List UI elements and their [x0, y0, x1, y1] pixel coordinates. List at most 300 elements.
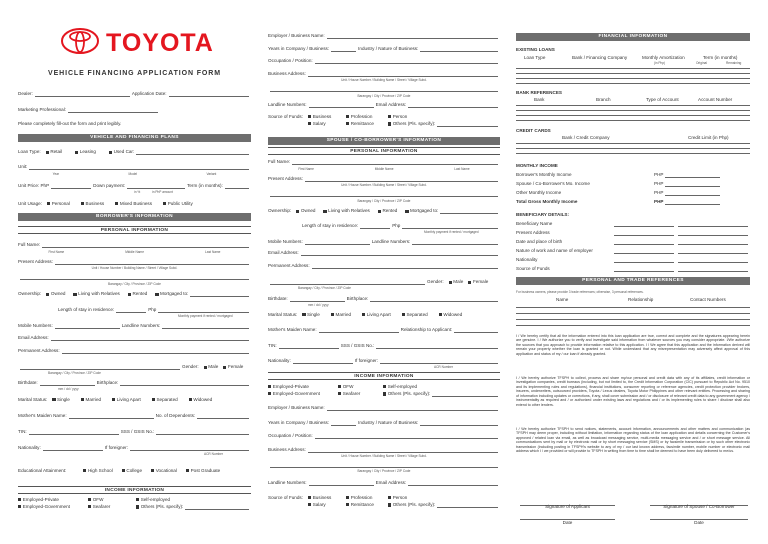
cc-table[interactable] — [516, 139, 750, 154]
sp-address-line-2[interactable] — [270, 191, 498, 197]
checkbox[interactable] — [109, 151, 112, 154]
sp-funds-label: Source of Funds: — [268, 495, 303, 500]
permanent-address-label: Permanent Address: — [18, 348, 60, 354]
sp-business-address-field[interactable] — [308, 447, 498, 453]
checkbox[interactable] — [128, 293, 131, 296]
sp-php-label: Php — [392, 223, 401, 229]
monthly-payment-field[interactable] — [158, 307, 249, 313]
income-field[interactable] — [665, 172, 720, 178]
option-label: Seafarer — [342, 391, 361, 396]
full-name-label: Full Name: — [18, 242, 41, 248]
checkbox[interactable] — [268, 392, 271, 395]
checkbox[interactable] — [186, 469, 189, 472]
checkbox[interactable] — [405, 210, 408, 213]
option-label: Public Utility — [167, 201, 193, 206]
sp-position-field[interactable] — [315, 433, 498, 439]
sub-label: Last Name — [205, 249, 221, 254]
unit-field[interactable] — [29, 164, 249, 170]
php-label: PHP — [654, 190, 664, 196]
term-label: Term (in months): — [187, 183, 223, 189]
income-field[interactable] — [665, 181, 720, 187]
sp-mother-label: Mother's Maiden Name: — [268, 327, 317, 333]
unit-price-field[interactable] — [51, 183, 91, 189]
checkbox[interactable] — [136, 505, 139, 508]
credit-cards-title: CREDIT CARDS — [516, 128, 551, 133]
checkbox[interactable] — [136, 498, 139, 501]
option-label: Salary — [312, 502, 326, 507]
column-spouse — [268, 0, 500, 544]
option-label: Profession — [350, 114, 373, 119]
loan-type-label: Loan Type: — [18, 149, 41, 155]
option-label: Profession — [350, 495, 373, 500]
income-row-label: Total Gross Monthly Income — [516, 199, 578, 205]
checkbox[interactable] — [18, 498, 21, 501]
acr-field[interactable] — [130, 445, 249, 451]
landline-field[interactable] — [162, 323, 249, 329]
biz-email-field[interactable] — [408, 102, 498, 108]
checkbox[interactable] — [88, 505, 91, 508]
column-borrower — [18, 0, 251, 544]
mortgaged-to-field[interactable] — [190, 291, 249, 297]
option-label: Mortgaged to: — [160, 291, 189, 297]
beneficiary-field[interactable] — [678, 230, 748, 236]
sp-birthdate-field[interactable] — [290, 296, 345, 302]
checkbox[interactable] — [46, 151, 49, 154]
checkbox[interactable] — [46, 293, 49, 296]
checkbox[interactable] — [439, 313, 442, 316]
option-label: Business — [85, 201, 105, 206]
birthplace-label: Birthplace: — [96, 380, 119, 386]
beneficiary-row-label: Nature of work and name of employer — [516, 248, 593, 254]
col-subheader: (in Php) — [654, 61, 666, 65]
beneficiary-row-label: Present Address — [516, 230, 550, 236]
sub-label: First Name — [298, 166, 314, 171]
down-sub-pct: in % — [134, 190, 141, 194]
checkbox[interactable] — [308, 115, 311, 118]
checkbox[interactable] — [338, 392, 341, 395]
checkbox[interactable] — [73, 293, 76, 296]
sub-label: Monthly payment if rented / mortgaged — [424, 230, 479, 234]
app-date-field[interactable] — [169, 91, 249, 97]
beneficiary-row-label: Beneficiary Name — [516, 221, 553, 227]
option-label: OFW — [342, 384, 354, 389]
option-label: Others (Pls. specify): — [392, 502, 436, 508]
nationality-label: Nationality: — [18, 445, 41, 451]
checkbox[interactable] — [346, 122, 349, 125]
col-header: Type of Account — [646, 97, 679, 102]
checkbox[interactable] — [155, 293, 158, 296]
beneficiary-field[interactable] — [678, 248, 748, 254]
checkbox[interactable] — [152, 398, 155, 401]
option-label: Living Apart — [116, 397, 141, 402]
sub-label: Barangay / City / Province / ZIP Code — [357, 199, 411, 203]
col-header: Term (in months) — [703, 55, 738, 60]
checkbox[interactable] — [388, 122, 391, 125]
beneficiary-row-label: Date and place of birth — [516, 239, 563, 245]
sp-full-name-field[interactable] — [292, 159, 498, 165]
sp-email-field[interactable] — [301, 250, 498, 256]
applicant-signature-label: Signature of Applicant — [545, 504, 590, 509]
option-label: Person — [392, 495, 408, 500]
business-address-label: Business Address: — [268, 71, 306, 77]
option-label: Self-employed — [140, 497, 171, 502]
option-label: Post Graduate — [190, 468, 221, 473]
checkbox[interactable] — [83, 469, 86, 472]
position-field[interactable] — [315, 58, 498, 64]
beneficiary-row-label: Source of Funds — [516, 266, 550, 272]
sp-years-field[interactable] — [331, 420, 356, 426]
bank-table[interactable] — [516, 101, 750, 121]
sp-permanent-field[interactable] — [312, 263, 498, 269]
sp-monthly-payment-field[interactable] — [402, 223, 498, 229]
checkbox[interactable] — [468, 281, 471, 284]
option-label: Living Apart — [366, 312, 391, 317]
sp-birthdate-label: Birthdate: — [268, 296, 288, 302]
full-name-field[interactable] — [42, 242, 249, 248]
sp-employer-field[interactable] — [327, 405, 498, 411]
sp-industry-label: Industry / Nature of Business: — [358, 420, 419, 426]
funds-label: Source of Funds: — [268, 114, 303, 119]
dealer-field[interactable] — [35, 91, 130, 97]
beneficiary-field[interactable] — [614, 221, 674, 227]
option-label: Female — [227, 364, 244, 370]
checkbox[interactable] — [52, 398, 55, 401]
option-label: Employed-Private — [272, 384, 309, 389]
sub-label: Barangay / City / Province / ZIP Code — [298, 286, 351, 290]
permanent-address-field[interactable] — [62, 348, 249, 354]
sp-foreigner-label: If foreigner: — [354, 358, 378, 364]
col-header: Monthly Amortization — [642, 55, 685, 60]
foreigner-label: If foreigner: — [104, 445, 128, 451]
checkbox[interactable] — [383, 392, 386, 395]
option-label: Living with Relatives — [328, 208, 370, 214]
col-header: Bank — [534, 97, 545, 102]
checkbox[interactable] — [47, 202, 50, 205]
sp-birthplace-field[interactable] — [370, 296, 498, 302]
checkbox[interactable] — [81, 202, 84, 205]
applicant-date-label: Date — [562, 520, 573, 525]
checkbox[interactable] — [346, 503, 349, 506]
birthplace-field[interactable] — [120, 380, 249, 386]
beneficiary-field[interactable] — [678, 239, 748, 245]
checkbox[interactable] — [308, 122, 311, 125]
sub-label: Unit / House Number / Building Name / Street / Village Subd. — [341, 183, 427, 187]
option-label: Separated — [406, 312, 428, 317]
checkbox[interactable] — [323, 210, 326, 213]
option-label: Male — [453, 279, 464, 285]
address-line-2[interactable] — [20, 274, 249, 280]
references-table[interactable] — [516, 302, 750, 326]
business-address-field[interactable] — [308, 71, 498, 77]
option-label: Widowed — [193, 397, 213, 402]
checkbox[interactable] — [331, 313, 334, 316]
checkbox[interactable] — [383, 385, 386, 388]
sub-label: Unit / House Number / Building Name / Street / Village Subd. — [341, 78, 427, 82]
sp-gender-label: Gender: — [427, 279, 444, 285]
option-label: Rented — [382, 208, 398, 214]
checkbox[interactable] — [112, 398, 115, 401]
beneficiary-field[interactable] — [678, 266, 748, 272]
sub-label: Year — [52, 171, 60, 176]
sp-funds-others-field[interactable] — [437, 502, 498, 508]
downpayment-label: Down payment: — [93, 183, 126, 189]
sub-label: ACR Number — [204, 452, 223, 456]
tin-field[interactable] — [29, 429, 119, 435]
sp-mobile-label: Mobile Numbers: — [268, 239, 303, 245]
sub-label: ACR Number — [434, 365, 453, 369]
sub-label: First Name — [48, 249, 65, 254]
beneficiary-field[interactable] — [678, 257, 748, 263]
sp-full-name-label: Full Name: — [268, 159, 291, 165]
col-header: Relationship — [628, 297, 654, 302]
years-field[interactable] — [331, 46, 356, 52]
sp-business-address-label: Business Address: — [268, 447, 306, 453]
checkbox[interactable] — [346, 496, 349, 499]
checkbox[interactable] — [81, 398, 84, 401]
communication-text: I / We hereby authorize TFSPH to send notices, statements, account information, announcements and other matters and communication (as TFSPH may deem proper, including without limitation, information regarding status of the loan application and details concerning the Customer's approved / related loan via email, as well as broadcast messaging service, multi-media messaging service and / or short message service. All communications sent by mail or by electronic mail or by short messaging service (SMS) or by facsimile transmission or by such other electronic transmission (including posting in TFSPH's website to any of my / our last known address, facsimile number, mobile number or electronic mail address which I / we provided or will provide to TFSPH in writing from time to time shall be deemed to have been duly delivered to me/us. — [516, 427, 750, 454]
downpayment-field[interactable] — [127, 183, 185, 189]
birthdate-field[interactable] — [40, 380, 95, 386]
col-header: Bank / Financing Company — [572, 55, 628, 60]
email-label: Email Address: — [18, 335, 49, 341]
sp-landline-field[interactable] — [412, 239, 498, 245]
option-label: Owned — [50, 291, 66, 297]
checkbox[interactable] — [18, 505, 21, 508]
business-address-line-2[interactable] — [270, 86, 498, 92]
checkbox[interactable] — [346, 115, 349, 118]
biz-email-label: Email Address: — [375, 102, 407, 108]
funds-others-field[interactable] — [437, 121, 498, 127]
sp-length-label: Length of stay in residence: — [302, 223, 359, 229]
biz-landline-label: Landline Numbers: — [268, 102, 307, 108]
sp-biz-email-field[interactable] — [408, 480, 498, 486]
position-label: Occupation / Position: — [268, 58, 313, 64]
nationality-field[interactable] — [43, 445, 103, 451]
income-field[interactable] — [665, 190, 720, 196]
sub-label: Unit / House Number / Building Name / Street / Village Subd. — [91, 266, 178, 270]
loan-table[interactable] — [516, 64, 750, 84]
sub-label: Barangay / City / Province / ZIP Code — [357, 469, 411, 473]
sp-permanent-label: Permanent Address: — [268, 263, 310, 269]
income-row-label: Borrower's Monthly Income — [516, 172, 572, 178]
used-car-field[interactable] — [136, 149, 249, 155]
income-row-label: Other Monthly Income — [516, 190, 562, 196]
checkbox[interactable] — [308, 503, 311, 506]
checkbox[interactable] — [223, 366, 226, 369]
option-label: Owned — [300, 208, 316, 214]
option-label: Personal — [51, 201, 70, 206]
personal-info-header: PERSONAL INFORMATION — [18, 226, 251, 234]
form-title: VEHICLE FINANCING APPLICATION FORM — [48, 70, 221, 77]
industry-field[interactable] — [420, 46, 498, 52]
option-label: Mixed Business — [119, 201, 153, 206]
checkbox[interactable] — [204, 366, 207, 369]
php-label: PHP — [654, 199, 664, 205]
sub-label: Barangay / City / Province / ZIP Code — [108, 282, 161, 286]
option-label: Others (Pls. specify): — [392, 121, 436, 127]
sp-sss-label: SSS / GSIS No.: — [340, 343, 375, 349]
sub-label: Unit / House Number / Building Name / Street / Village Subd. — [341, 454, 427, 458]
checkbox[interactable] — [388, 503, 391, 506]
checkbox[interactable] — [388, 115, 391, 118]
sp-mother-field[interactable] — [319, 327, 399, 333]
sub-label: Model — [128, 171, 138, 176]
option-label: Employed-Government — [22, 504, 70, 509]
app-date-label: Application Date: — [131, 91, 167, 97]
option-label: Others (Pls. specify): — [140, 504, 184, 510]
sub-label: Monthly payment if rented / mortgaged — [178, 314, 233, 318]
option-label: Living with Relatives — [78, 291, 120, 297]
checkbox[interactable] — [338, 385, 341, 388]
sp-sss-field[interactable] — [376, 343, 498, 349]
sp-marital-label: Marital Status: — [268, 312, 298, 317]
sub-label: mm / dd / yyyy — [308, 303, 329, 307]
checkbox[interactable] — [189, 398, 192, 401]
sp-tin-field[interactable] — [279, 343, 339, 349]
sp-permanent-line-2[interactable] — [270, 279, 425, 285]
length-field[interactable] — [116, 307, 146, 313]
option-label: Person — [392, 114, 408, 119]
sub-label: Barangay / City / Province / ZIP Code — [48, 371, 101, 375]
income-info-header: INCOME INFORMATION — [18, 486, 251, 494]
sp-nationality-label: Nationality: — [268, 358, 291, 364]
references-note: For business owners, please provide 3 trade references; otherwise, 3 personal references. — [516, 290, 644, 294]
col-subheader: Remaining — [726, 61, 742, 65]
income-row-label: Spouse / Co-Borrower's Mo. Income — [516, 181, 590, 187]
unit-price-label: Unit Price: PhP — [18, 183, 50, 189]
references-header: PERSONAL AND TRADE REFERENCES — [516, 277, 750, 285]
sp-nationality-field[interactable] — [293, 358, 353, 364]
checkbox[interactable] — [115, 202, 118, 205]
years-label: Years in Company / Business: — [268, 46, 330, 52]
checkbox[interactable] — [378, 210, 381, 213]
present-address-field[interactable] — [55, 259, 249, 265]
sp-business-address-line-2[interactable] — [270, 462, 498, 468]
sp-industry-field[interactable] — [420, 420, 498, 426]
php-label: PHP — [654, 181, 664, 187]
mobile-field[interactable] — [55, 323, 120, 329]
sp-relationship-label: Relationship to Applicant: — [400, 327, 453, 333]
authorization-text: I / We hereby authorize TFSPH to collect, process and share my/our personal and credit data with any of its affiliates, credit information or investigation companies, credit bureaus (including, but not limited to, the Credit Information Corporation (CIC) pursuant to Republic Act No. 9510 and its implementing rules and regulations), financial institutions, consumer reporting or reference agencies, credit protection provider brokers, insurers, underwriters, outsourced providers, Toyota / Lexus dealers, Toyota Motor Philippines and other relevant entities. Processing and sharing of information including updates or corrections, if any, shall cover submission and / or disclosure of relevant credit data to any government agency / instrumentality as required and / or authorized under existing laws and regulations and / or its implementing rules to share / disclose shall also extend to other lenders. — [516, 376, 750, 407]
option-label: Employed-Private — [22, 497, 59, 502]
option-label: Male — [208, 364, 219, 370]
beneficiary-field[interactable] — [614, 266, 674, 272]
marital-label: Marital Status: — [18, 397, 48, 402]
checkbox[interactable] — [296, 210, 299, 213]
beneficiary-field[interactable] — [614, 248, 674, 254]
spouse-header: SPOUSE / CO-BORROWER'S INFORMATION — [268, 137, 500, 145]
checkbox[interactable] — [362, 313, 365, 316]
option-label: Seafarer — [92, 504, 111, 509]
sss-field[interactable] — [156, 429, 249, 435]
sp-birthplace-label: Birthplace: — [346, 296, 369, 302]
mp-field[interactable] — [68, 107, 158, 113]
checkbox[interactable] — [308, 496, 311, 499]
education-label: Educational Attainment: — [18, 468, 67, 473]
term-field[interactable] — [225, 183, 249, 189]
birthdate-label: Birthdate: — [18, 380, 38, 386]
financial-header: FINANCIAL INFORMATION — [516, 33, 750, 41]
ownership-label: Ownership: — [18, 291, 42, 297]
col-subheader: Original — [696, 61, 707, 65]
toyota-emblem-icon — [60, 26, 100, 56]
sp-others-field[interactable] — [432, 391, 498, 397]
checkbox[interactable] — [88, 498, 91, 501]
unit-label: Unit: — [18, 164, 28, 170]
beneficiary-field[interactable] — [678, 221, 748, 227]
sp-position-label: Occupation / Position: — [268, 433, 313, 439]
option-label: Business — [312, 114, 332, 119]
sp-biz-email-label: Email Address: — [375, 480, 407, 486]
php-label: PHP — [654, 172, 664, 178]
beneficiary-field[interactable] — [614, 239, 674, 245]
spouse-personal-header: PERSONAL INFORMATION — [268, 147, 500, 155]
sp-biz-landline-field[interactable] — [309, 480, 374, 486]
checkbox[interactable] — [122, 469, 125, 472]
email-field[interactable] — [51, 335, 249, 341]
sub-label: Barangay / City / Province / ZIP Code — [357, 94, 411, 98]
checkbox[interactable] — [75, 151, 78, 154]
length-label: Length of stay in residence: — [58, 307, 115, 313]
option-label: Mortgaged to: — [410, 208, 439, 214]
spouse-date-label: Date — [694, 520, 704, 525]
sp-mobile-field[interactable] — [305, 239, 370, 245]
mother-field[interactable] — [69, 413, 154, 419]
borrower-header: BORROWER'S INFORMATION — [18, 213, 251, 221]
sp-income-header: INCOME INFORMATION — [268, 372, 500, 380]
column-financial — [516, 0, 750, 544]
sp-relationship-field[interactable] — [454, 327, 498, 333]
option-label: Rented — [132, 291, 148, 297]
checkbox[interactable] — [163, 202, 166, 205]
sp-mortgaged-to-field[interactable] — [440, 208, 498, 214]
checkbox[interactable] — [302, 313, 305, 316]
checkbox[interactable] — [268, 385, 271, 388]
sub-label: Variant — [206, 171, 217, 176]
permanent-address-line-2[interactable] — [20, 364, 180, 370]
beneficiary-field[interactable] — [614, 257, 674, 263]
beneficiary-title: BENEFICIARY DETAILS: — [516, 212, 570, 217]
col-header: Branch — [596, 97, 611, 102]
income-field[interactable] — [665, 199, 720, 205]
usage-label: Unit Usage: — [18, 201, 43, 206]
option-label: Self-employed — [387, 384, 418, 389]
option-label: Leasing — [79, 149, 96, 155]
checkbox[interactable] — [449, 281, 452, 284]
option-label: Female — [472, 279, 489, 285]
beneficiary-field[interactable] — [614, 230, 674, 236]
toyota-logo — [60, 26, 220, 56]
sp-years-label: Years in Company / Business: — [268, 420, 330, 426]
existing-loans-title: EXISTING LOANS — [516, 47, 555, 52]
sp-length-field[interactable] — [360, 223, 390, 229]
option-label: College — [126, 468, 142, 473]
sub-label: Middle Name — [125, 249, 144, 254]
checkbox[interactable] — [388, 496, 391, 499]
mp-label: Marketing Professional: — [18, 107, 67, 113]
option-label: Married — [335, 312, 352, 317]
employer-name-field[interactable] — [327, 33, 498, 39]
down-sub-amt: in PhP amount — [152, 190, 173, 194]
biz-landline-field[interactable] — [309, 102, 374, 108]
sp-present-address-field[interactable] — [305, 176, 498, 182]
sp-acr-field[interactable] — [380, 358, 498, 364]
bank-refs-title: BANK REFERENCES — [516, 90, 562, 95]
checkbox[interactable] — [402, 313, 405, 316]
others-field[interactable] — [185, 504, 249, 510]
checkbox[interactable] — [151, 469, 154, 472]
dependents-field[interactable] — [197, 413, 249, 419]
